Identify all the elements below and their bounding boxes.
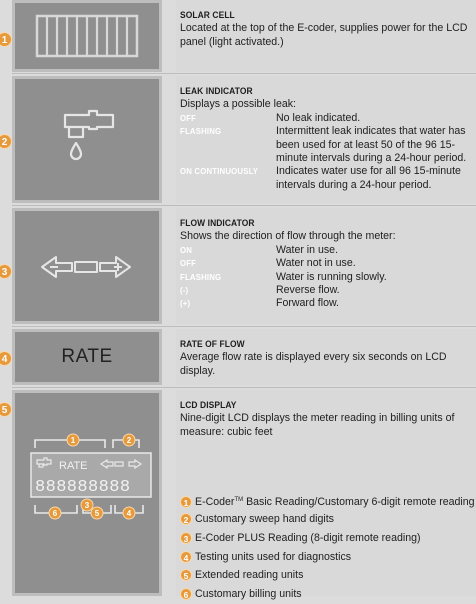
legend-badge: 2: [180, 513, 192, 525]
legend-item: [180, 510, 470, 529]
status-row: [180, 284, 470, 297]
section-description: Located at the top of the E-coder, supplies power for the LCD panel (light activated.): [180, 22, 468, 48]
section-number-badge: 2: [0, 134, 12, 149]
lcd-display-icon: [15, 393, 159, 593]
status-key: ON CONTINUOUSLY: [180, 167, 259, 177]
status-value: Intermittent leak indicates that water has been used for at least 50 of the 96 15-minute intervals during a 24-hour period.: [276, 125, 467, 165]
section-rate-of-flow: [0, 329, 476, 385]
faucet-drip-icon: [15, 79, 159, 200]
legend-text: Testing units used for diagnostics: [195, 550, 352, 563]
section-number-badge: 1: [0, 32, 12, 47]
callout-label: 6: [52, 509, 58, 518]
section-description: Displays a possible leak:: [180, 98, 296, 111]
lcd-display-panel: [12, 390, 162, 596]
section-lcd-display: [0, 390, 476, 601]
lcd-display-text: [176, 390, 476, 601]
legend-text: Customary billing units: [195, 588, 302, 601]
section-flow-indicator: [0, 208, 476, 324]
status-row: [180, 112, 470, 125]
status-row: [180, 165, 470, 192]
callout-label: 1: [70, 436, 76, 445]
callout-label: 4: [126, 509, 132, 518]
flow-arrows-icon: [15, 211, 159, 321]
legend-text: E-Coder: [195, 496, 235, 509]
flow-indicator-text: [176, 208, 476, 324]
divider: [12, 326, 476, 327]
legend-text-suffix: Basic Reading/Customary 6-digit remote reading: [243, 496, 475, 509]
rate-of-flow-panel: [12, 329, 162, 385]
legend-text: E-Coder PLUS Reading (8-digit remote reading): [195, 531, 421, 544]
status-row: [180, 297, 470, 310]
section-heading: SOLAR CELL: [180, 9, 235, 20]
solar-cell-panel: [12, 0, 162, 72]
status-value: Indicates water use for all 96 15-minute intervals during a 24-hour period.: [276, 165, 461, 191]
section-number-badge: 3: [0, 264, 12, 279]
legend-item: [180, 529, 470, 548]
status-row: [180, 257, 470, 270]
legend-badge: 3: [180, 532, 192, 544]
section-description: Nine-digit LCD displays the meter reading in billing units of measure: cubic feet: [180, 412, 455, 438]
legend-text: Customary sweep hand digits: [195, 513, 334, 526]
status-value: Reverse flow.: [276, 284, 340, 297]
legend-item: [180, 585, 470, 604]
status-value: Forward flow.: [276, 297, 339, 310]
status-key: OFF: [180, 259, 197, 269]
leak-indicator-panel: [12, 76, 162, 203]
section-number-badge: 4: [0, 351, 12, 366]
legend-item: [180, 566, 470, 585]
rate-of-flow-text: [176, 329, 476, 385]
callout-label: 2: [126, 436, 132, 445]
flow-indicator-panel: [12, 208, 162, 324]
status-key: (+): [180, 299, 191, 309]
legend-badge: 1: [180, 496, 192, 508]
status-value: Water in use.: [276, 243, 339, 256]
callout-label: 5: [94, 509, 100, 518]
lcd-digits: 888888888: [35, 478, 131, 497]
status-row: [180, 271, 470, 284]
solar-cell-text: [176, 0, 476, 72]
section-number-badge: 5: [0, 402, 12, 417]
section-heading: LCD DISPLAY: [180, 399, 237, 410]
lcd-legend: [180, 491, 475, 604]
status-row: [180, 125, 470, 165]
status-key: (-): [180, 286, 189, 296]
status-key: FLASHING: [180, 127, 222, 137]
divider: [12, 73, 476, 74]
status-key: OFF: [180, 113, 197, 123]
section-heading: FLOW INDICATOR: [180, 217, 255, 228]
status-key: ON: [180, 245, 193, 255]
legend-badge: 5: [180, 569, 192, 581]
status-value: No leak indicated.: [276, 111, 361, 124]
status-key: FLASHING: [180, 272, 222, 282]
section-heading: RATE OF FLOW: [180, 338, 245, 349]
legend-badge: 6: [180, 588, 192, 600]
callout-label: 3: [84, 501, 90, 510]
status-value: Water not in use.: [276, 257, 356, 270]
leak-indicator-text: [176, 76, 476, 203]
legend-text: Extended reading units: [195, 569, 304, 582]
lcd-rate-label: RATE: [59, 460, 88, 472]
trademark-mark: TM: [234, 497, 244, 504]
legend-badge: 4: [180, 551, 192, 563]
rate-display-text: RATE: [61, 346, 113, 367]
section-heading: LEAK INDICATOR: [180, 85, 253, 96]
solar-cell-icon: [15, 3, 159, 69]
section-leak-indicator: [0, 76, 476, 203]
status-value: Water is running slowly.: [276, 270, 387, 283]
legend-item: [180, 548, 470, 567]
section-solar-cell: [0, 0, 476, 72]
divider: [12, 387, 476, 388]
status-row: [180, 244, 470, 257]
legend-item: [180, 491, 475, 510]
section-description: Average flow rate is displayed every six seconds on LCD display.: [180, 351, 447, 377]
section-description: Shows the direction of flow through the meter:: [180, 230, 396, 243]
divider: [12, 205, 476, 206]
